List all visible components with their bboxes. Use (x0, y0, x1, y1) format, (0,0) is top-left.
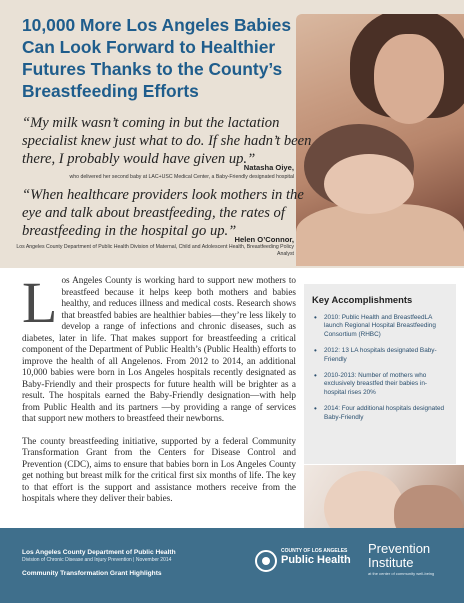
list-item: • 2012: 13 LA hospitals designated Baby-Friendly (312, 347, 448, 364)
footer-grant: Community Transformation Grant Highlights (22, 570, 162, 577)
public-health-logo (255, 548, 365, 580)
quote-1: “My milk wasn’t coming in but the lactation specialist knew just what to do. If she hadn’t been there, I probably would have given up.” (22, 115, 312, 167)
footer-info (22, 549, 232, 578)
paragraph-1-text: os Angeles County is working hard to support new mothers to breastfeed because it helps keep both mothers and babies healthy, and reduces illness and medical costs. Research shows that breastfed babies are healthier babies—they’re less likely to develop a range of infections and chronic diseases, such as diabetes, later in life. That makes support for breastfeeding a critical component of the Department of Public Health’s (Public Health) efforts to improve the health of all Angelenos. From 2012 to 2014, an additional 10,000 babies were born in Los Angeles hospitals recently designated as Baby-Friendly and their prospects for future health will be brighter as a result. The hospitals earned the Baby-Friendly designation—with help from Public Health and its partners —by providing a range of services that support new mothers to breastfeed their newborns. (22, 275, 296, 423)
quote-2: “When healthcare providers look mothers in the eye and talk about breastfeeding, the rates of breastfeeding in the hospital go up.” (22, 187, 304, 239)
key-accomplishments-box (304, 284, 456, 464)
list-item: • 2010-2013: Number of mothers who exclusively breastfed their babies in-hospital rises 20% (312, 372, 448, 397)
footer-org: Los Angeles County Department of Public Health (22, 549, 176, 556)
photo-baby-body (324, 154, 414, 214)
quote-2-name: Helen O’Connor, (234, 235, 294, 244)
quote-1-name: Natasha Oiye, (243, 163, 294, 172)
quote-1-desc: who delivered her second baby at LAC+USC Medical Center, a Baby-Friendly designated hospital (69, 174, 294, 180)
page-title: 10,000 More Los Angeles Babies Can Look Forward to Healthier Futures Thanks to the County’s Breastfeeding Efforts (22, 15, 292, 101)
logo-public-health-text: Public Health (281, 554, 351, 566)
article-body (22, 270, 296, 516)
county-seal-icon (255, 550, 277, 572)
list-item: • 2014: Four additional hospitals designated Baby-Friendly (312, 405, 448, 422)
accomplishments-list (312, 314, 448, 422)
footer (0, 528, 464, 603)
logo-county-text: COUNTY OF LOS ANGELES (281, 548, 348, 554)
logo-institute-text: Institute (368, 555, 414, 570)
sidebar-heading: Key Accomplishments (312, 294, 413, 305)
paragraph-1 (22, 270, 296, 425)
prevention-institute-logo (368, 542, 460, 592)
photo-face (374, 34, 444, 124)
paragraph-2: The county breastfeeding initiative, supported by a federal Community Transformation Grant from the Centers for Disease Control and Prevention (CDC), aims to ensure that babies born in Los Angeles County get nothing but breast milk for the critical first six months of life. The key to that effort is the support and assistance mothers receive from the hospitals where they deliver their babies. (22, 435, 296, 503)
hero-section (0, 0, 464, 268)
quote-2-desc: Los Angeles County Department of Public Health Division of Maternal, Child and Adolescent Health, Breastfeeding Policy Analyst (16, 244, 294, 257)
footer-division: Division of Chronic Disease and Injury Prevention | November 2014 (22, 557, 172, 563)
drop-cap: L (22, 270, 58, 335)
list-item: • 2010: Public Health and BreastfeedLA launch Regional Hospital Breastfeeding Consortium (RHBC) (312, 314, 448, 339)
logo-prevention-text: Prevention (368, 541, 431, 556)
logo-tagline: at the center of community well-being (368, 571, 435, 576)
